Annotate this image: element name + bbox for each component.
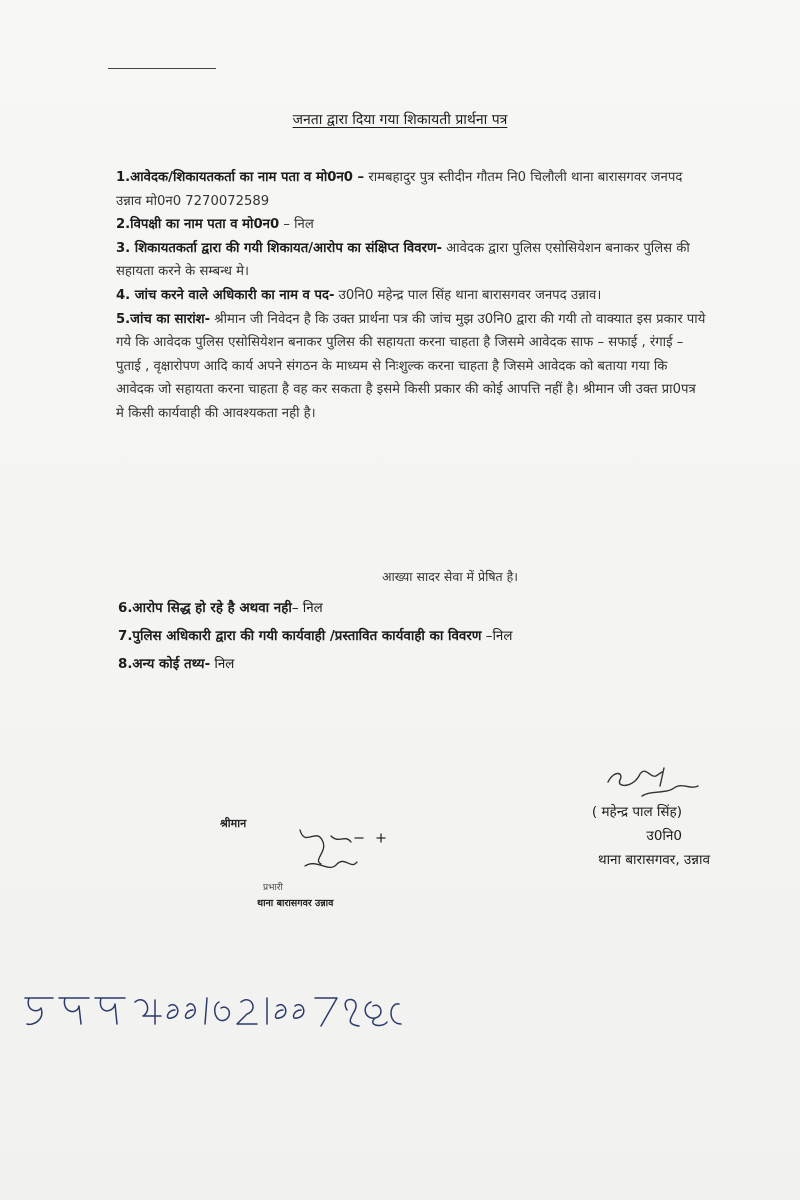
item-7-value: –निल: [481, 629, 513, 644]
item-2-label: 2.विपक्षी का नाम पता व मो0न0: [116, 217, 280, 233]
document-body: [116, 166, 706, 426]
item-5: [116, 308, 706, 426]
item-3-label: 3. शिकायतकर्ता द्वारा की गयी शिकायत/आरोप का संक्षिप्त विवरण-: [116, 240, 442, 256]
item-8-value: निल: [210, 657, 235, 672]
signature-station: थाना बारासगवर, उन्नाव: [597, 852, 710, 868]
item-7: [118, 623, 718, 651]
item-8-label: 8.अन्य कोई तथ्य-: [118, 657, 211, 672]
tail-items: [118, 595, 718, 679]
signature-block: [520, 800, 710, 872]
item-2-value: – निल: [279, 217, 314, 233]
stamp-line-2: प्रभारी: [263, 883, 283, 893]
signature-name: ( महेन्द्र पाल सिंह): [591, 804, 682, 820]
item-1-value: रामबहादुर पुत्र स्तीदीन गौतम नि0 चिलौली थाना बारासगवर जनपद उन्नाव मो0न0 7270072589: [116, 170, 683, 209]
item-1: [116, 166, 706, 213]
item-6: [118, 595, 718, 623]
item-4-value: उ0नि0 महेन्द्र पाल सिंह थाना बारासगवर जनपद उन्नाव।: [334, 287, 602, 303]
item-4-label: 4. जांच करने वाले अधिकारी का नाम व पद-: [116, 287, 335, 303]
item-3: [116, 237, 706, 284]
top-rule-line: [108, 68, 216, 69]
item-6-label: 6.आरोप सिद्ध हो रहे है अथवा नही: [118, 601, 292, 616]
item-5-value: श्रीमान जी निवेदन है कि उक्त प्रार्थना पत्र की जांच मुझ उ0नि0 द्वारा की गयी तो वाक्यात इस प्रकार पाये गये कि आवेदक पुलिस एसोसियेशन बनाकर पुलिस की सहायता करना चाहता है जिसमे आवेदक साफ – सफाई , रंगाई –पुताई , वृक्षारोपण आदि कार्य अपने संगठन के माध्यम से निःशुल्क करना चाहता है जिसमे आवेदक को बताया गया कि आवेदक जो सहायता करना चाहता है वह कर सकता है इसमे किसी प्रकार की कोई आपत्ति नहीं है। श्रीमान जी उक्त प्रा0पत्र मे किसी कार्यवाही की आवश्यकता नही है।: [116, 311, 706, 421]
item-6-value: – निल: [291, 601, 323, 616]
handwritten-reference-note: [15, 980, 415, 1040]
item-5-label: 5.जांच का सारांश-: [116, 311, 211, 327]
closing-line: आख्या सादर सेवा में प्रेषित है।: [381, 569, 519, 584]
item-1-label: 1.आवेदक/शिकायतकर्ता का नाम पता व मो0न0 –: [116, 170, 365, 185]
item-4: [116, 284, 706, 308]
item-8: [118, 651, 718, 679]
item-7-label: 7.पुलिस अधिकारी द्वारा की गयी कार्यवाही /प्रस्तावित कार्यवाही का विवरण: [118, 629, 482, 644]
item-3-value: आवेदक द्वारा पुलिस एसोसियेशन बनाकर पुलिस की सहायता करने के सम्बन्ध मे।: [116, 240, 690, 280]
endorsement-stamp: [205, 808, 415, 918]
stamp-line-1: श्रीमान: [220, 817, 247, 830]
signature-rank: उ0नि0: [646, 828, 682, 844]
stamp-line-3: थाना बारासगवर उन्नाव: [257, 898, 334, 909]
document-title: जनता द्वारा दिया गया शिकायती प्रार्थना पत्र: [292, 112, 508, 128]
item-2: [116, 213, 706, 237]
